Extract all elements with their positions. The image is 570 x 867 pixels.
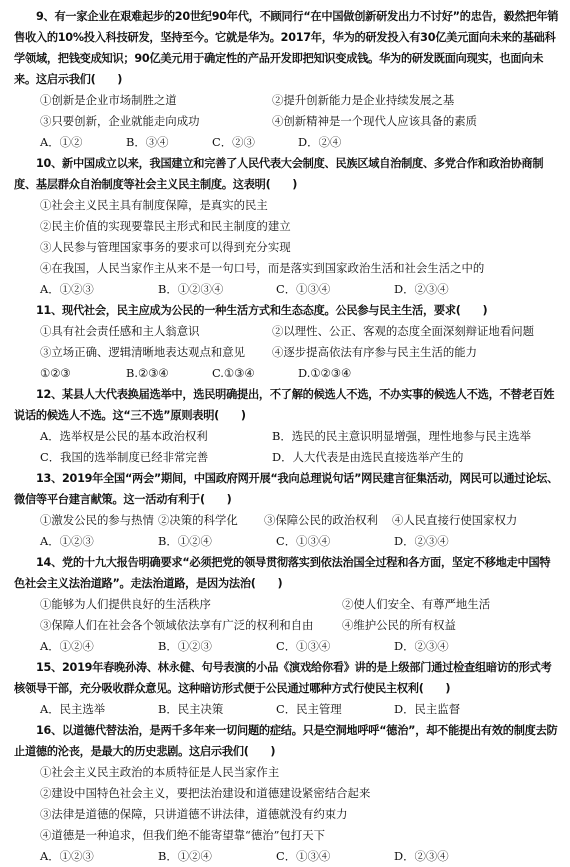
- question-13-items: [14, 510, 560, 531]
- q13-item-3: ③保障公民的政治权利: [264, 513, 378, 527]
- question-11-items-row-1: [14, 321, 560, 342]
- question-11-stem: 11、现代社会，民主应成为公民的一种生活方式和生态态度。公民参与民主生活，要求( ): [36, 304, 488, 317]
- q13-choice-d[interactable]: D．②③④: [394, 534, 449, 548]
- question-15-stem: 15、2019年春晚孙涛、林永健、句号表演的小品《演戏给你看》讲的是上级部门通过检查组暗访的形式考核领导干部，充分吸收群众意见。这种暗访形式便于公民通过哪种方式行使民主权利( ): [14, 661, 552, 695]
- q16-choice-c[interactable]: C．①③④: [276, 849, 331, 863]
- q12-choice-d[interactable]: D．人大代表是由选民直接选举产生的: [272, 450, 464, 464]
- q14-item-1: ①能够为人们提供良好的生活秩序: [40, 597, 211, 611]
- q10-choice-a[interactable]: A．①②③: [40, 282, 94, 296]
- question-9-stem: 9、有一家企业在艰难起步的20世纪90年代，不顾同行“在中国做创新研发出力不讨好”的忠告，毅然把年销售收入的10%投入科技研发，坚持至今。它就是华为。2017年，华为的研发投入有30亿美元面向未来的基础科学领域，把钱变成知识；90亿美元用于确定性的产品开发即把知识变成钱。华为的研发既面向现实，也面向未来。这启示我们( ): [14, 10, 559, 86]
- question-12-choices-row-1: [14, 426, 560, 447]
- question-15-choices: [14, 699, 560, 720]
- q14-choice-a[interactable]: A．①②④: [40, 639, 94, 653]
- q13-item-2: ②决策的科学化: [158, 513, 238, 527]
- q14-item-4: ④维护公民的所有权益: [342, 618, 456, 632]
- q15-choice-b[interactable]: B．民主决策: [158, 702, 224, 716]
- q13-choice-c[interactable]: C．①③④: [276, 534, 331, 548]
- q13-choice-b[interactable]: B．①②④: [158, 534, 212, 548]
- q13-item-1: ①激发公民的参与热情: [40, 513, 154, 527]
- question-9-choices: [14, 132, 560, 153]
- q16-item-2: ②建设中国特色社会主义，要把法治建设和道德建设紧密结合起来: [40, 786, 371, 800]
- q10-choice-b[interactable]: B．①②③④: [158, 282, 224, 296]
- question-14-stem: 14、党的十九大报告明确要求“必须把党的领导贯彻落实到依法治国全过程和各方面，坚定不移地走中国特色社会主义法治道路”。走法治道路，是因为法治( ): [14, 556, 551, 590]
- q10-item-1: ①社会主义民主具有制度保障，是真实的民主: [40, 198, 268, 212]
- q9-item-4: ④创新精神是一个现代人应该具备的素质: [272, 114, 478, 128]
- question-16-stem: 16、以道德代替法治，是两千多年来一切问题的症结。只是空洞地呼呼“德治”，却不能提出有效的制度去防止道德的沦丧，是最大的历史悲剧。这启示我们( ): [14, 724, 558, 758]
- q16-choice-a[interactable]: A．①②③: [40, 849, 94, 863]
- q9-item-1: ①创新是企业市场制胜之道: [40, 93, 177, 107]
- question-11-choices: [14, 363, 560, 384]
- q11-choice-c[interactable]: C.①③④: [212, 366, 255, 380]
- question-13-stem: 13、2019年全国“两会”期间，中国政府网开展“我向总理说句话”网民建言征集活动，网民可以通过论坛、微信等平台建言献策。这一活动有利于( ): [14, 472, 559, 506]
- question-10-stem: 10、新中国成立以来，我国建立和完善了人民代表大会制度、民族区域自治制度、多党合作和政治协商制度、基层群众自治制度等社会主义民主制度。这表明( ): [14, 157, 544, 191]
- q10-choice-c[interactable]: C．①③④: [276, 282, 331, 296]
- q16-item-4: ④道德是一种追求，但我们绝不能寄望靠“德治”包打天下: [40, 828, 326, 842]
- question-11-items-row-2: [14, 342, 560, 363]
- q9-choice-d[interactable]: D．②④: [298, 135, 342, 149]
- q14-item-3: ③保障人们在社会各个领域依法享有广泛的权利和自由: [40, 618, 314, 632]
- q13-item-4: ④人民直接行使国家权力: [392, 513, 518, 527]
- q11-choice-a[interactable]: ①②③: [40, 366, 71, 380]
- q15-choice-d[interactable]: D．民主监督: [394, 702, 461, 716]
- q11-item-3: ③立场正确、逻辑清晰地表达观点和意见: [40, 345, 246, 359]
- q9-choice-c[interactable]: C．②③: [212, 135, 255, 149]
- q10-item-3: ③人民参与管理国家事务的要求可以得到充分实现: [40, 240, 291, 254]
- q16-item-1: ①社会主义民主政治的本质特征是人民当家作主: [40, 765, 280, 779]
- q15-choice-c[interactable]: C．民主管理: [276, 702, 342, 716]
- question-14-choices: [14, 636, 560, 657]
- q11-choice-b[interactable]: B.②③④: [126, 366, 169, 380]
- question-16-choices: [14, 846, 560, 867]
- question-14-items-row-1: [14, 594, 560, 615]
- q12-choice-c[interactable]: C．我国的选举制度已经非常完善: [40, 450, 209, 464]
- q16-item-3: ③法律是道德的保障，只讲道德不讲法律，道德就没有约束力: [40, 807, 348, 821]
- q9-item-3: ③只要创新，企业就能走向成功: [40, 114, 200, 128]
- q10-choice-d[interactable]: D．②③④: [394, 282, 449, 296]
- q12-choice-a[interactable]: A．选举权是公民的基本政治权利: [40, 429, 208, 443]
- q13-choice-a[interactable]: A．①②③: [40, 534, 94, 548]
- question-13-choices: [14, 531, 560, 552]
- q14-choice-c[interactable]: C．①③④: [276, 639, 331, 653]
- q14-choice-b[interactable]: B．①②③: [158, 639, 212, 653]
- q14-item-2: ②使人们安全、有尊严地生活: [342, 597, 491, 611]
- q16-choice-b[interactable]: B．①②④: [158, 849, 212, 863]
- q9-choice-b[interactable]: B．③④: [126, 135, 169, 149]
- question-12-stem: 12、某县人大代表换届选举中，选民明确提出，不了解的候选人不选，不办实事的候选人不选，不替老百姓说话的候选人不选。这“三不选”原则表明( ): [14, 388, 555, 422]
- q9-item-2: ②提升创新能力是企业持续发展之基: [272, 93, 455, 107]
- q12-choice-b[interactable]: B．选民的民主意识明显增强，理性地参与民主选举: [272, 429, 531, 443]
- q11-item-4: ④逐步提高依法有序参与民主生活的能力: [272, 345, 478, 359]
- q11-item-2: ②以理性、公正、客观的态度全面深刻辩证地看问题: [272, 324, 534, 338]
- q15-choice-a[interactable]: A．民主选举: [40, 702, 106, 716]
- q11-item-1: ①具有社会责任感和主人翁意识: [40, 324, 200, 338]
- q10-item-2: ②民主价值的实现要靠民主形式和民主制度的建立: [40, 219, 291, 233]
- q9-choice-a[interactable]: A．①②: [40, 135, 83, 149]
- q14-choice-d[interactable]: D．②③④: [394, 639, 449, 653]
- question-12-choices-row-2: [14, 447, 560, 468]
- q10-item-4: ④在我国，人民当家作主从来不是一句口号，而是落实到国家政治生活和社会生活之中的: [40, 261, 485, 275]
- q16-choice-d[interactable]: D．②③④: [394, 849, 449, 863]
- question-9-items-row-2: [14, 111, 560, 132]
- question-14-items-row-2: [14, 615, 560, 636]
- q11-choice-d[interactable]: D.①②③④: [298, 366, 352, 380]
- question-9-items-row-1: [14, 90, 560, 111]
- question-10-choices: [14, 279, 560, 300]
